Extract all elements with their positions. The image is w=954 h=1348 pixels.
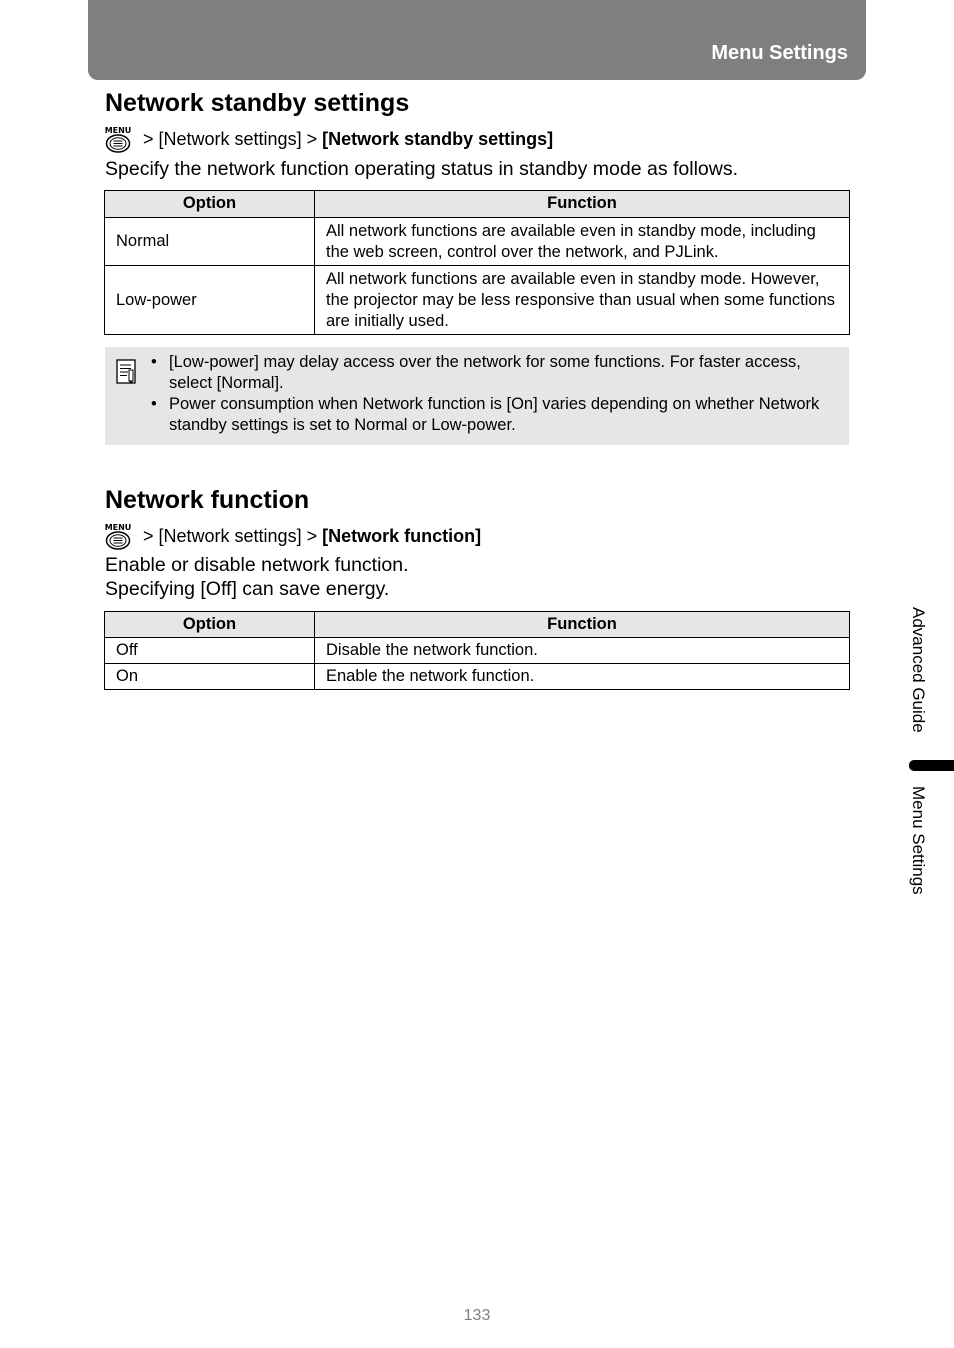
svg-text:MENU: MENU [104, 126, 132, 135]
column-header-option: Option [105, 612, 315, 638]
memo-note-icon [116, 359, 138, 385]
column-header-option: Option [105, 191, 315, 218]
table-row [105, 266, 850, 335]
side-nav-menu-settings[interactable]: Menu Settings [909, 786, 928, 895]
breadcrumb-current: [Network standby settings] [322, 128, 554, 149]
menu-icon [104, 522, 132, 550]
column-header-function: Function [315, 191, 850, 218]
note-item: • [Low-power] may delay access over the network for some functions. For faster access, select [Normal]. [151, 352, 843, 394]
function-cell: Enable the network function. [315, 664, 850, 690]
table-row [105, 218, 850, 266]
menu-icon [104, 125, 132, 153]
function-cell: Disable the network function. [315, 638, 850, 664]
breadcrumb-separator: > [143, 128, 154, 149]
breadcrumb-separator: > [143, 525, 154, 546]
note-list [151, 352, 843, 436]
option-cell: Low-power [105, 266, 315, 335]
section-description [105, 553, 409, 601]
section-title-network-function: Network function [105, 486, 310, 514]
option-cell: On [105, 664, 315, 690]
page-number: 133 [463, 1307, 491, 1324]
breadcrumb-separator: > [306, 128, 318, 149]
breadcrumb-network-settings: [Network settings] [158, 128, 302, 149]
options-table-network-function [104, 611, 850, 690]
section-description: Specify the network function operating status in standby mode as follows. [105, 158, 739, 180]
description-line: Specifying [Off] can save energy. [105, 578, 390, 600]
table-row [105, 638, 850, 664]
table-header-row [105, 191, 850, 218]
svg-text:MENU: MENU [104, 523, 132, 532]
note-box [105, 347, 849, 445]
option-cell: Off [105, 638, 315, 664]
side-nav-active-marker [909, 760, 954, 771]
header-bar [88, 0, 866, 80]
breadcrumb-current: [Network function] [322, 525, 482, 546]
side-nav-advanced-guide[interactable]: Advanced Guide [909, 607, 928, 733]
breadcrumb-network-settings: [Network settings] [158, 525, 302, 546]
description-line: Enable or disable network function. [105, 554, 409, 576]
table-header-row [105, 612, 850, 638]
breadcrumb [104, 522, 481, 550]
function-cell: All network functions are available even in standby mode. However, the projector may be less responsive than usual when some functions are initially used. [315, 266, 850, 335]
header-title: Menu Settings [711, 42, 848, 64]
section-title-network-standby: Network standby settings [105, 89, 410, 117]
option-cell: Normal [105, 218, 315, 266]
options-table-standby [104, 190, 850, 335]
function-cell: All network functions are available even in standby mode, including the web screen, control over the network, and PJLink. [315, 218, 850, 266]
table-row [105, 664, 850, 690]
column-header-function: Function [315, 612, 850, 638]
note-item: • Power consumption when Network function is [On] varies depending on whether Network standby settings is set to Normal or Low-power. [151, 394, 843, 436]
breadcrumb-separator: > [306, 525, 318, 546]
breadcrumb [104, 125, 553, 153]
